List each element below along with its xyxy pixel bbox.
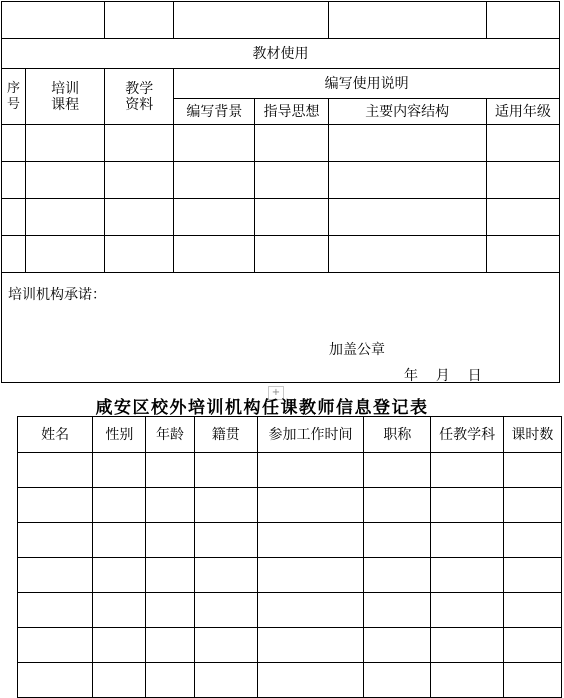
cell[interactable] (194, 628, 257, 663)
name-header: 姓名 (18, 417, 93, 453)
usage-description-header: 编写使用说明 (174, 69, 560, 99)
stamp-label: 加盖公章 (329, 342, 385, 358)
promise-label: 培训机构承诺： (8, 287, 106, 303)
cell[interactable] (364, 453, 431, 488)
cell[interactable] (257, 488, 363, 523)
table-row (18, 628, 562, 663)
table-move-handle-icon[interactable]: + (268, 386, 284, 400)
cell[interactable] (194, 453, 257, 488)
cell[interactable] (364, 523, 431, 558)
cell[interactable] (18, 628, 93, 663)
cell[interactable] (486, 236, 559, 273)
cell[interactable] (257, 628, 363, 663)
cell[interactable] (2, 199, 26, 236)
cell[interactable] (257, 663, 363, 698)
cell[interactable] (146, 523, 194, 558)
cell[interactable] (2, 125, 26, 162)
cell[interactable] (93, 488, 146, 523)
table-row (18, 558, 562, 593)
cell[interactable] (503, 523, 561, 558)
blank-cell[interactable] (2, 2, 105, 39)
cell[interactable] (255, 125, 328, 162)
cell[interactable] (18, 593, 93, 628)
cell[interactable] (93, 558, 146, 593)
cell[interactable] (93, 663, 146, 698)
cell[interactable] (431, 663, 503, 698)
teacher-info-table (17, 416, 562, 698)
class-hours-header: 课时数 (503, 417, 561, 453)
cell[interactable] (328, 236, 486, 273)
cell[interactable] (26, 162, 105, 199)
cell[interactable] (486, 162, 559, 199)
cell[interactable] (194, 593, 257, 628)
blank-cell[interactable] (486, 2, 559, 39)
cell[interactable] (486, 125, 559, 162)
table-row (18, 523, 562, 558)
cell[interactable] (105, 162, 174, 199)
native-place-header: 籍贯 (194, 417, 257, 453)
cell[interactable] (174, 236, 255, 273)
table-row (18, 453, 562, 488)
cell[interactable] (18, 523, 93, 558)
background-header: 编写背景 (174, 99, 255, 125)
cell[interactable] (146, 628, 194, 663)
cell[interactable] (18, 488, 93, 523)
cell[interactable] (93, 453, 146, 488)
cell[interactable] (503, 558, 561, 593)
cell[interactable] (431, 558, 503, 593)
cell[interactable] (364, 558, 431, 593)
title-header: 职称 (364, 417, 431, 453)
cell[interactable] (255, 199, 328, 236)
cell[interactable] (364, 593, 431, 628)
cell[interactable] (18, 453, 93, 488)
cell[interactable] (503, 663, 561, 698)
cell[interactable] (328, 199, 486, 236)
cell[interactable] (194, 523, 257, 558)
cell[interactable] (431, 628, 503, 663)
cell[interactable] (146, 663, 194, 698)
blank-cell[interactable] (105, 2, 174, 39)
work-start-header: 参加工作时间 (257, 417, 363, 453)
cell[interactable] (174, 125, 255, 162)
cell[interactable] (431, 488, 503, 523)
cell[interactable] (93, 593, 146, 628)
cell[interactable] (503, 488, 561, 523)
seq-header: 序号 (2, 69, 26, 125)
course-header: 培训课程 (26, 69, 105, 125)
grade-header: 适用年级 (486, 99, 559, 125)
material-header: 教学资料 (105, 69, 174, 125)
cell[interactable] (26, 236, 105, 273)
cell[interactable] (328, 125, 486, 162)
cell[interactable] (146, 488, 194, 523)
cell[interactable] (431, 453, 503, 488)
cell[interactable] (105, 199, 174, 236)
cell[interactable] (257, 453, 363, 488)
cell[interactable] (255, 162, 328, 199)
cell[interactable] (174, 199, 255, 236)
cell[interactable] (18, 663, 93, 698)
cell[interactable] (431, 523, 503, 558)
cell[interactable] (105, 125, 174, 162)
table-row (2, 236, 560, 273)
materials-section-header: 教材使用 (2, 39, 560, 69)
cell[interactable] (93, 523, 146, 558)
cell[interactable] (146, 453, 194, 488)
table-row (2, 162, 560, 199)
cell[interactable] (431, 593, 503, 628)
cell[interactable] (257, 558, 363, 593)
cell[interactable] (26, 199, 105, 236)
cell[interactable] (328, 162, 486, 199)
cell[interactable] (146, 593, 194, 628)
cell[interactable] (2, 162, 26, 199)
table-row (18, 593, 562, 628)
cell[interactable] (255, 236, 328, 273)
table-row (18, 663, 562, 698)
table1-top-blank-row (2, 2, 560, 39)
cell[interactable] (364, 488, 431, 523)
gender-header: 性别 (93, 417, 146, 453)
cell[interactable] (503, 628, 561, 663)
teaching-materials-table (1, 1, 560, 383)
teacher-table-header-row (18, 417, 562, 453)
cell[interactable] (486, 199, 559, 236)
cell[interactable] (105, 236, 174, 273)
cell[interactable] (257, 523, 363, 558)
cell[interactable] (503, 593, 561, 628)
cell[interactable] (26, 125, 105, 162)
guidance-header: 指导思想 (255, 99, 328, 125)
cell[interactable] (18, 558, 93, 593)
cell[interactable] (364, 663, 431, 698)
table-row (2, 125, 560, 162)
cell[interactable] (146, 558, 194, 593)
subject-header: 任教学科 (431, 417, 503, 453)
cell[interactable] (503, 453, 561, 488)
content-structure-header: 主要内容结构 (328, 99, 486, 125)
cell[interactable] (364, 628, 431, 663)
table-row (18, 488, 562, 523)
teacher-registration-title: 咸安区校外培训机构任课教师信息登记表 (95, 398, 429, 418)
date-label: 年 月 日 (404, 368, 482, 384)
cell[interactable] (93, 628, 146, 663)
cell[interactable] (257, 593, 363, 628)
blank-cell[interactable] (328, 2, 486, 39)
cell[interactable] (2, 236, 26, 273)
cell[interactable] (174, 162, 255, 199)
cell[interactable] (194, 558, 257, 593)
blank-cell[interactable] (174, 2, 328, 39)
cell[interactable] (194, 488, 257, 523)
cell[interactable] (194, 663, 257, 698)
table-row (2, 199, 560, 236)
age-header: 年龄 (146, 417, 194, 453)
